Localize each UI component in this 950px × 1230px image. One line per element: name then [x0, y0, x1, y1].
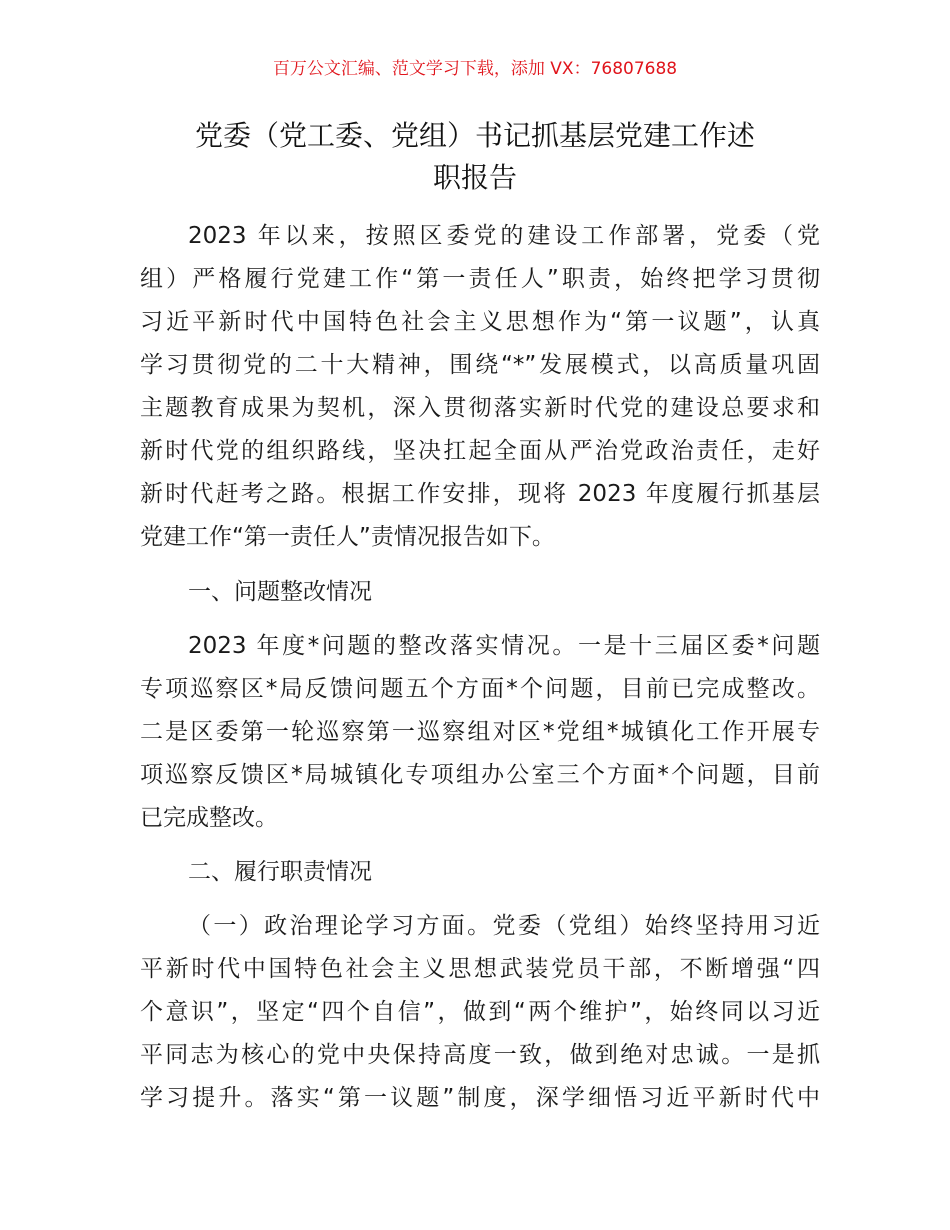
paragraph-intro-line: 新时代赶考之路。根据工作安排，现将 2023 年度履行抓基层: [140, 481, 820, 507]
section-2-paragraph-line: 学习提升。落实“第一议题”制度，深学细悟习近平新时代中: [140, 1085, 820, 1111]
section-1-paragraph-line: 已完成整改。: [140, 805, 278, 831]
section-1-paragraph-line: 二是区委第一轮巡察第一巡察组对区*党组*城镇化工作开展专: [140, 719, 820, 745]
section-heading-1: 一、问题整改情况: [188, 579, 372, 605]
section-1-paragraph-line: 专项巡察区*局反馈问题五个方面*个问题，目前已完成整改。: [140, 676, 820, 702]
section-2-paragraph-line: 平同志为核心的党中央保持高度一致，做到绝对忠诚。一是抓: [140, 1042, 820, 1068]
paragraph-intro-line: 组）严格履行党建工作“第一责任人”职责，始终把学习贯彻: [140, 266, 820, 292]
document-title-line-1: 党委（党工委、党组）书记抓基层党建工作述: [194, 119, 755, 152]
paragraph-intro-line: 2023 年以来，按照区委党的建设工作部署，党委（党: [188, 223, 820, 249]
section-1-paragraph-line: 2023 年度*问题的整改落实情况。一是十三届区委*问题: [188, 633, 820, 659]
document-title-line-2: 职报告: [432, 161, 517, 194]
section-1-paragraph-line: 项巡察反馈区*局城镇化专项组办公室三个方面*个问题，目前: [140, 762, 820, 788]
paragraph-intro-line: 新时代党的组织路线，坚决扛起全面从严治党政治责任，走好: [140, 438, 820, 464]
paragraph-intro-line: 主题教育成果为契机，深入贯彻落实新时代党的建设总要求和: [140, 395, 820, 421]
section-2-paragraph-line: 平新时代中国特色社会主义思想武装党员干部，不断增强“四: [140, 956, 820, 982]
paragraph-intro-line: 习近平新时代中国特色社会主义思想作为“第一议题”，认真: [140, 309, 820, 335]
section-2-paragraph-line: 个意识”，坚定“四个自信”，做到“两个维护”，始终同以习近: [140, 999, 820, 1025]
watermark-banner: 百万公文汇编、范文学习下载，添加 VX：76807688: [272, 59, 678, 79]
paragraph-intro-line: 学习贯彻党的二十大精神，围绕“*”发展模式，以高质量巩固: [140, 352, 820, 378]
section-heading-2: 二、履行职责情况: [188, 859, 372, 885]
section-2-paragraph-line: （一）政治理论学习方面。党委（党组）始终坚持用习近: [188, 913, 820, 939]
paragraph-intro-line: 党建工作“第一责任人”责情况报告如下。: [140, 524, 555, 550]
